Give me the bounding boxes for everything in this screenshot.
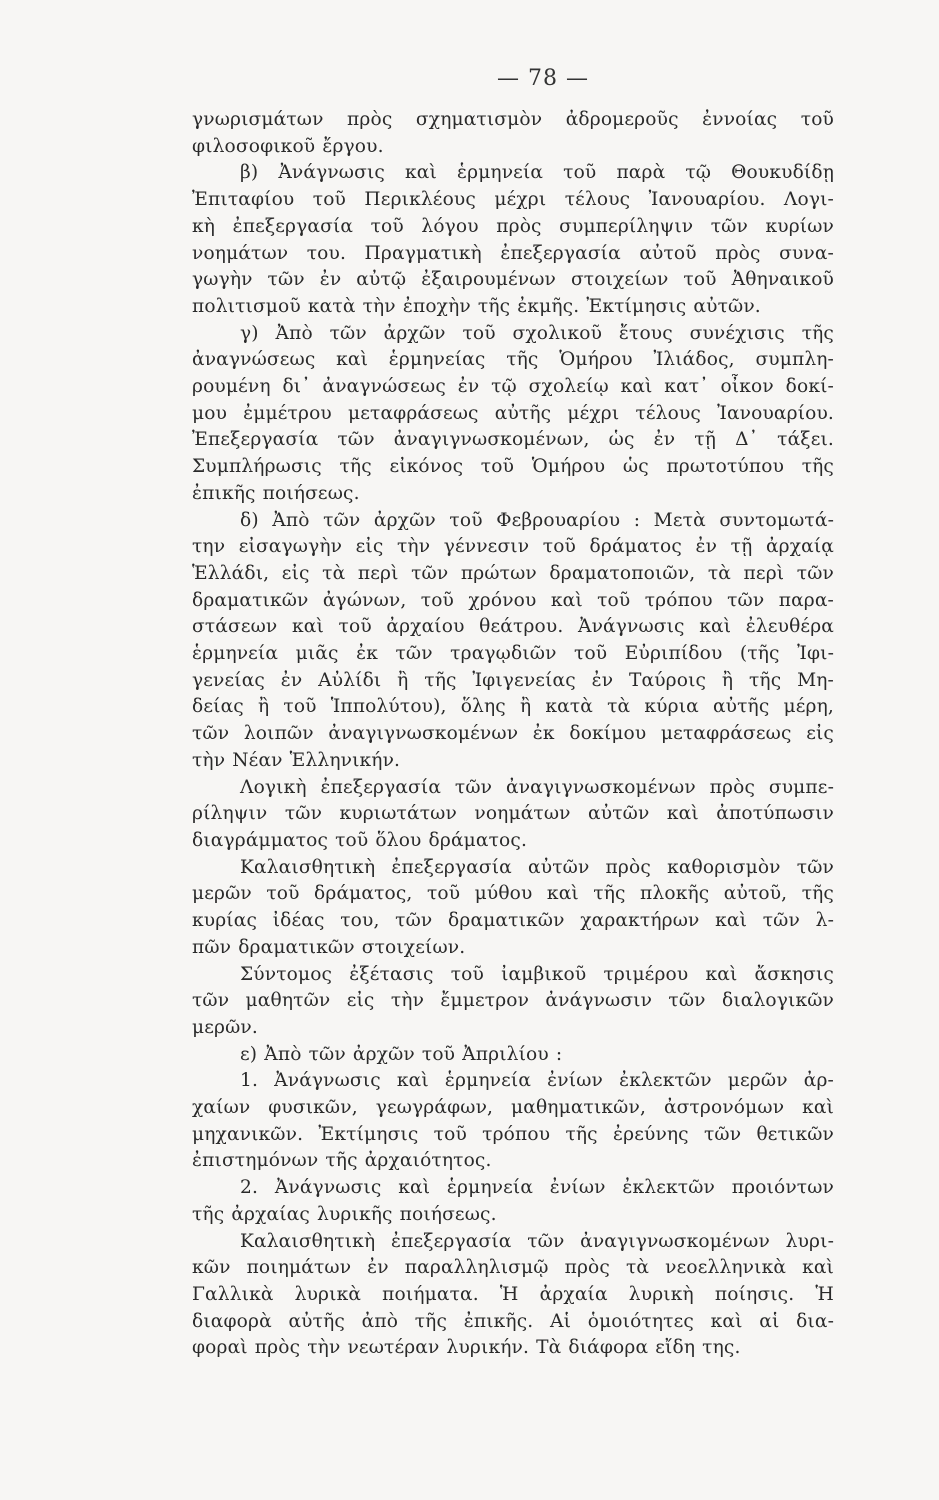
text-line: ἑρμηνεία μιᾶς ἐκ τῶν τραγῳδιῶν τοῦ Εὐριπίδου (τῆς Ἰφι- [192,643,834,665]
text-line: την εἰσαγωγὴν εἰς τὴν γέννεσιν τοῦ δράματος ἐν τῇ ἀρχαίᾳ [192,536,834,558]
text-line: δ) Ἀπὸ τῶν ἀρχῶν τοῦ Φεβρουαρίου : Μετὰ συντομωτά- [240,509,834,531]
text-line: ἀναγνώσεως καὶ ἑρμηνείας τῆς Ὁμήρου Ἰλιάδος, συμπλη- [192,349,834,371]
text-line: μηχανικῶν. Ἐκτίμησις τοῦ τρόπου τῆς ἐρεύνης τῶν θετικῶν [192,1123,834,1145]
text-line: Σύντομος ἐξέτασις τοῦ ἰαμβικοῦ τριμέρου καὶ ἄσκησις [240,963,834,985]
text-line: μερῶν. [192,1016,258,1038]
text-line: κυρίας ἰδέας του, τῶν δραματικῶν χαρακτήρων καὶ τῶν λ- [192,910,834,932]
text-line: τῶν μαθητῶν εἰς τὴν ἔμμετρον ἀνάγνωσιν τῶν διαλογικῶν [192,990,834,1012]
text-line: μερῶν τοῦ δράματος, τοῦ μύθου καὶ τῆς πλοκῆς αὐτοῦ, τῆς [192,883,834,905]
text-line: 2. Ἀνάγνωσις καὶ ἑρμηνεία ἐνίων ἐκλεκτῶν προιόντων [240,1177,834,1199]
text-line: νοημάτων του. Πραγματικὴ ἐπεξεργασία αὐτοῦ πρὸς συνα- [192,242,834,264]
text-line: Συμπλήρωσις τῆς εἰκόνος τοῦ Ὁμήρου ὡς πρωτοτύπου τῆς [192,456,834,478]
text-line: β) Ἀνάγνωσις καὶ ἑρμηνεία τοῦ παρὰ τῷ Θουκυδίδῃ [240,162,834,184]
text-line: γενείας ἐν Αὐλίδι ἢ τῆς Ἰφιγενείας ἐν Ταύροις ἢ τῆς Μη- [192,669,834,691]
body-text [192,107,834,1362]
text-line: στάσεων καὶ τοῦ ἀρχαίου θεάτρου. Ἀνάγνωσις καὶ ἐλευθέρα [192,616,834,638]
text-line: ε) Ἀπὸ τῶν ἀρχῶν τοῦ Ἀπριλίου : [240,1043,563,1065]
text-line: μου ἐμμέτρου μεταφράσεως αὐτῆς μέχρι τέλους Ἰανουαρίου. [192,402,834,424]
text-line: Ἐπεξεργασία τῶν ἀναγιγνωσκομένων, ὡς ἐν τῇ Δ᾽ τάξει. [192,429,834,451]
text-line: ρίληψιν τῶν κυριωτάτων νοημάτων αὐτῶν καὶ ἀποτύπωσιν [192,803,834,825]
text-line: δείας ἢ τοῦ Ἱππολύτου), ὅλης ἢ κατὰ τὰ κύρια αὐτῆς μέρη, [192,696,834,718]
text-line: τῶν λοιπῶν ἀναγιγνωσκομένων ἐκ δοκίμου μεταφράσεως εἰς [192,723,834,745]
text-line: χαίων φυσικῶν, γεωγράφων, μαθηματικῶν, ἀστρονόμων καὶ [192,1097,834,1119]
text-line: γωγὴν τῶν ἐν αὐτῷ ἐξαιρουμένων στοιχείων τοῦ Ἀθηναικοῦ [192,269,834,291]
text-line: κὴ ἐπεξεργασία τοῦ λόγου πρὸς συμπερίληψιν τῶν κυρίων [192,215,834,237]
text-line: δραματικῶν ἀγώνων, τοῦ χρόνου καὶ τοῦ τρόπου τῶν παρα- [192,589,834,611]
text-line: τὴν Νέαν Ἑλληνικήν. [192,749,401,771]
text-line: φοραὶ πρὸς τὴν νεωτέραν λυρικήν. Τὰ διάφορα εἴδη της. [192,1337,741,1359]
text-line: Ἑλλάδι, εἰς τὰ περὶ τῶν πρώτων δραματοποιῶν, τὰ περὶ τῶν [192,562,834,584]
text-line: τῆς ἀρχαίας λυρικῆς ποιήσεως. [192,1203,497,1225]
text-line: ἐπικῆς ποιήσεως. [192,482,360,504]
text-line: Ἐπιταφίου τοῦ Περικλέους μέχρι τέλους Ἰανουαρίου. Λογι- [192,189,834,211]
text-line: διαγράμματος τοῦ ὅλου δράματος. [192,829,528,851]
text-line: κῶν ποιημάτων ἐν παραλληλισμῷ πρὸς τὰ νεοελληνικὰ καὶ [192,1257,834,1279]
text-line: πολιτισμοῦ κατὰ τὴν ἐποχὴν τῆς ἐκμῆς. Ἐκτίμησις αὐτῶν. [192,295,761,317]
text-line: φιλοσοφικοῦ ἔργου. [192,135,384,157]
text-line: γ) Ἀπὸ τῶν ἀρχῶν τοῦ σχολικοῦ ἔτους συνέχισις τῆς [240,322,834,344]
text-line: Καλαισθητικὴ ἐπεξεργασία αὐτῶν πρὸς καθορισμὸν τῶν [240,856,834,878]
text-line: 1. Ἀνάγνωσις καὶ ἑρμηνεία ἐνίων ἐκλεκτῶν μερῶν ἀρ- [240,1070,834,1092]
text-line: Γαλλικὰ λυρικὰ ποιήματα. Ἡ ἀρχαία λυρικὴ ποίησις. Ἡ [192,1283,834,1305]
text-line: Λογικὴ ἐπεξεργασία τῶν ἀναγιγνωσκομένων πρὸς συμπε- [240,776,834,798]
text-line: διαφορὰ αὐτῆς ἀπὸ τῆς ἐπικῆς. Αἱ ὁμοιότητες καὶ αἱ δια- [192,1310,834,1332]
text-line: γνωρισμάτων πρὸς σχηματισμὸν ἀδρομεροῦς ἐννοίας τοῦ [192,109,834,130]
page-number: — 78 — [497,66,589,91]
text-line: ἐπιστημόνων τῆς ἀρχαιότητος. [192,1150,492,1172]
text-line: πῶν δραματικῶν στοιχείων. [192,936,466,958]
text-line: ρουμένη δι᾽ ἀναγνώσεως ἐν τῷ σχολείῳ καὶ κατ᾽ οἶκον δοκί- [192,376,834,398]
text-line: Καλαισθητικὴ ἐπεξεργασία τῶν ἀναγιγνωσκομένων λυρι- [240,1230,834,1252]
